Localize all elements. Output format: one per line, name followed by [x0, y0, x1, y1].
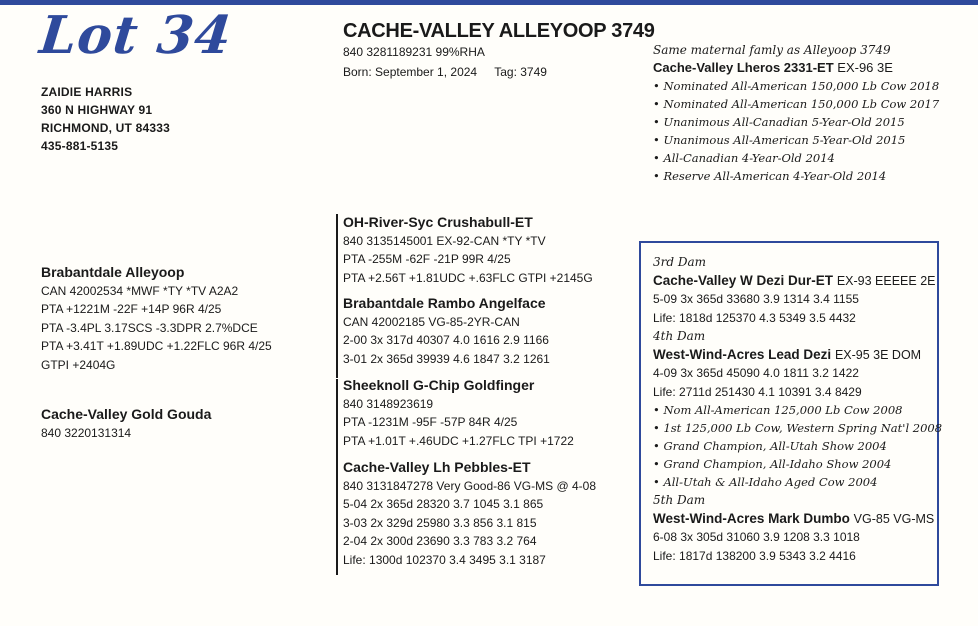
dam5-label: 5th Dam: [653, 493, 706, 507]
sire-dam-line: CAN 42002185 VG-85-2YR-CAN: [343, 314, 520, 329]
sire-side-bracket: [336, 214, 338, 378]
award-item: • All-Utah & All-Idaho Aged Cow 2004: [653, 473, 942, 491]
dam4-label: 4th Dam: [653, 329, 706, 343]
sire-sire-block: [343, 213, 593, 287]
sire-dam-line: 3-01 2x 365d 39939 4.6 1847 3.2 1261: [343, 351, 550, 366]
dam-name: Cache-Valley Gold Gouda: [41, 406, 212, 422]
dam4-awards-list: [653, 401, 942, 491]
sire-line: CAN 42002534 *MWF *TY *TV A2A2: [41, 283, 239, 298]
dam4-record: 4-09 3x 365d 45090 4.0 1811 3.2 1422: [653, 366, 859, 380]
dam-dam-block: [343, 458, 596, 569]
dam3-heading: [653, 272, 942, 291]
award-item: • Unanimous All-American 5-Year-Old 2015: [653, 131, 939, 149]
maternal-line-content: [653, 253, 942, 565]
dam-dam-line: 5-04 2x 365d 28320 3.7 1045 3.1 865: [343, 497, 544, 511]
dam4-heading: [653, 346, 942, 365]
related-cow-classification: EX-96 3E: [837, 60, 893, 75]
sire-dam-name: Brabantdale Rambo Angelface: [343, 295, 546, 311]
dam3-name: Cache-Valley W Dezi Dur-ET: [653, 272, 834, 288]
dam4-name: West-Wind-Acres Lead Dezi: [653, 346, 832, 362]
award-item: • Grand Champion, All-Utah Show 2004: [653, 437, 942, 455]
dam-dam-line: 2-04 2x 300d 23690 3.3 783 3.2 764: [343, 534, 537, 548]
dam-sire-line: PTA +1.01T +.46UDC +1.27FLC TPI +1722: [343, 433, 574, 448]
animal-tag: Tag: 3749: [494, 65, 547, 79]
animal-registration: 840 3281189231 99%RHA: [343, 45, 485, 59]
seller-address-line1: 360 N HIGHWAY 91: [41, 103, 153, 117]
related-cow-block: [653, 41, 939, 185]
dam5-classification: VG-85 VG-MS: [853, 511, 935, 526]
animal-name: CACHE-VALLEY ALLEYOOP 3749: [343, 20, 655, 42]
dam-side-bracket: [336, 379, 338, 575]
related-note: Same maternal famly as Alleyoop 3749: [653, 43, 891, 57]
award-item: • Nominated All-American 150,000 Lb Cow 2018: [653, 77, 939, 95]
sire-line: PTA +1221M -22F +14P 96R 4/25: [41, 302, 222, 316]
dam-sire-name: Sheeknoll G-Chip Goldfinger: [343, 377, 535, 393]
maternal-line-box: [639, 241, 943, 586]
dam-dam-line: 3-03 2x 329d 25980 3.3 856 3.1 815: [343, 515, 537, 530]
sire-sire-line: PTA -255M -62F -21P 99R 4/25: [343, 252, 511, 266]
award-item: • 1st 125,000 Lb Cow, Western Spring Nat'l 2008: [653, 419, 942, 437]
dam-dam-name: Cache-Valley Lh Pebbles-ET: [343, 459, 531, 475]
award-item: • All-Canadian 4-Year-Old 2014: [653, 149, 939, 167]
dam4-classification: EX-95 3E DOM: [834, 347, 922, 362]
dam3-label: 3rd Dam: [653, 255, 707, 269]
sire-line: GTPI +2404G: [41, 357, 116, 372]
sire-sire-line: 840 3135145001 EX-92-CAN *TY *TV: [343, 233, 546, 248]
dam3-record: Life: 1818d 125370 4.3 5349 3.5 4432: [653, 310, 856, 325]
dam5-name: West-Wind-Acres Mark Dumbo: [653, 510, 850, 526]
sire-dam-block: [343, 294, 550, 368]
dam-sire-line: 840 3148923619: [343, 396, 434, 411]
dam5-heading: [653, 510, 942, 529]
award-item: • Grand Champion, All-Idaho Show 2004: [653, 455, 942, 473]
dam-dam-line: Life: 1300d 102370 3.4 3495 3.1 3187: [343, 552, 546, 567]
sire-line: PTA -3.4PL 3.17SCS -3.3DPR 2.7%DCE: [41, 320, 258, 335]
award-item: • Nom All-American 125,000 Lb Cow 2008: [653, 401, 942, 419]
dam3-classification: EX-93 EEEEE 2E: [836, 273, 936, 288]
sire-sire-name: OH-River-Syc Crushabull-ET: [343, 214, 533, 230]
lot-title: Lot 34: [36, 5, 235, 66]
award-item: • Unanimous All-Canadian 5-Year-Old 2015: [653, 113, 939, 131]
sire-line: PTA +3.41T +1.89UDC +1.22FLC 96R 4/25: [41, 339, 272, 353]
dam-line: 840 3220131314: [41, 425, 132, 440]
seller-info: [41, 83, 170, 155]
sire-sire-line: PTA +2.56T +1.81UDC +.63FLC GTPI +2145G: [343, 270, 593, 285]
dam4-record: Life: 2711d 251430 4.1 10391 3.4 8429: [653, 384, 862, 399]
dam-sire-line: PTA -1231M -95F -57P 84R 4/25: [343, 415, 518, 429]
dam-dam-line: 840 3131847278 Very Good-86 VG-MS @ 4-08: [343, 478, 597, 493]
related-awards-list: [653, 77, 939, 185]
seller-phone: 435-881-5135: [41, 139, 119, 153]
animal-birth-tag: [343, 65, 561, 79]
related-cow-name: Cache-Valley Lheros 2331-ET: [653, 60, 834, 75]
dam3-record: 5-09 3x 365d 33680 3.9 1314 3.4 1155: [653, 292, 859, 306]
sire-dam-line: 2-00 3x 317d 40307 4.0 1616 2.9 1166: [343, 333, 549, 347]
dam-sire-block: [343, 376, 574, 450]
seller-address-line2: RICHMOND, UT 84333: [41, 121, 170, 135]
award-item: • Reserve All-American 4-Year-Old 2014: [653, 167, 939, 185]
related-cow-heading: [653, 59, 939, 77]
dam5-record: 6-08 3x 305d 31060 3.9 1208 3.3 1018: [653, 530, 860, 544]
animal-born: Born: September 1, 2024: [343, 65, 478, 79]
dam5-record: Life: 1817d 138200 3.9 5343 3.2 4416: [653, 548, 856, 563]
seller-name: ZAIDIE HARRIS: [41, 85, 133, 99]
sire-block: [41, 263, 272, 374]
award-item: • Nominated All-American 150,000 Lb Cow 2017: [653, 95, 939, 113]
dam-block: [41, 405, 211, 442]
sire-name: Brabantdale Alleyoop: [41, 264, 185, 280]
